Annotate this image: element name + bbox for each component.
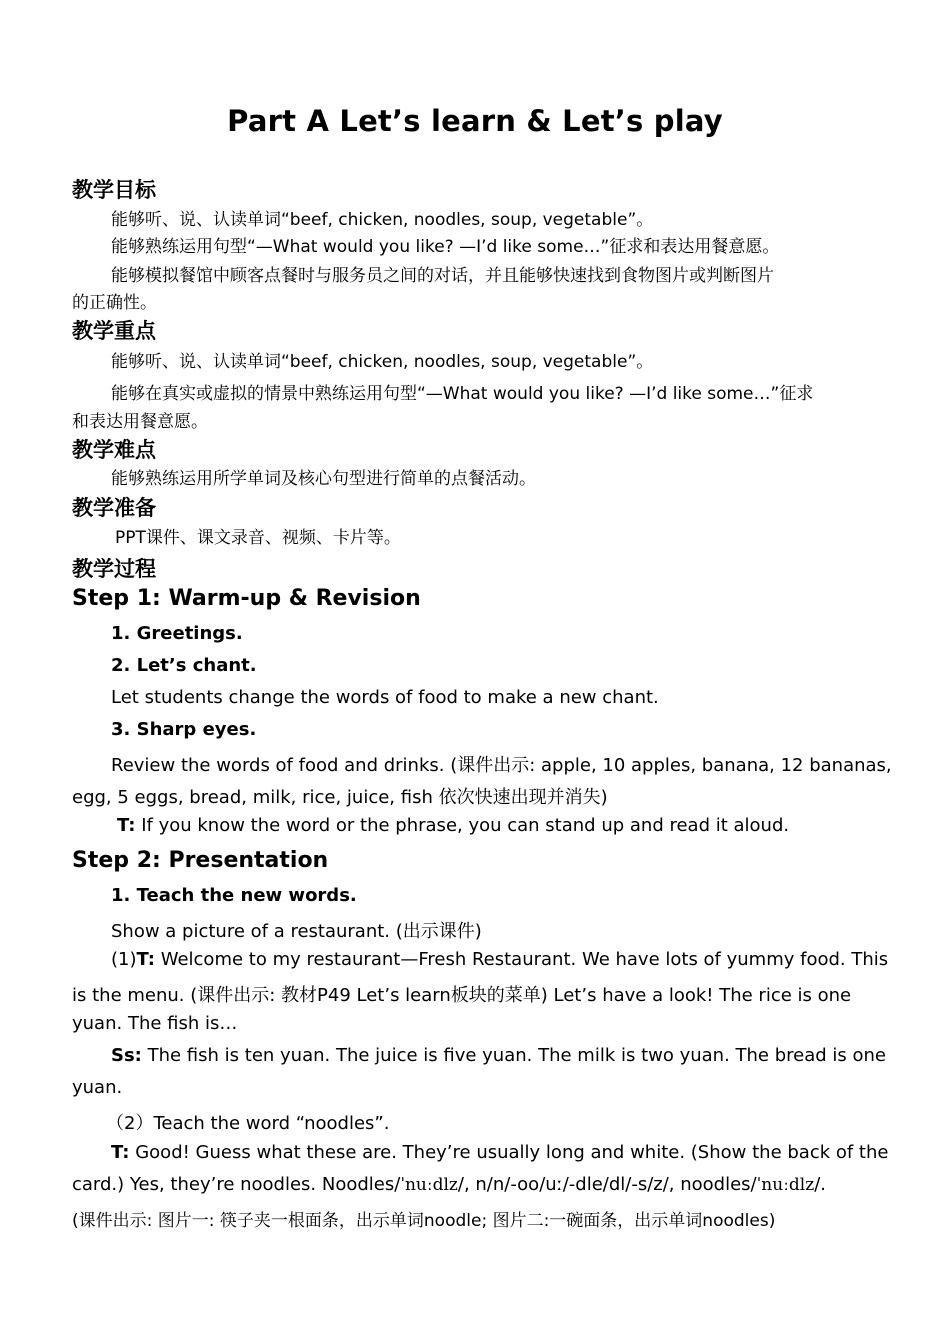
step2-show-picture: Show a picture of a restaurant. (出示课件) [111,921,482,942]
heading-difficulties: 教学难点 [72,438,156,462]
speaker-text: The fish is ten yuan. The juice is five yuan. The milk is two yuan. The bread is one [141,1045,887,1066]
step2-t2-line-b [72,1174,826,1195]
key-points-line-2b: 和表达用餐意愿。 [72,412,208,432]
speaker-text: Welcome to my restaurant—Fresh Restaurant. We have lots of yummy food. This [155,949,889,970]
heading-process: 教学过程 [72,557,156,581]
preparation-line-1: PPT课件、课文录音、视频、卡片等。 [115,528,401,548]
step1-sharp-eyes-text-a: Review the words of food and drinks. (课件出示: apple, 10 apples, banana, 12 bananas, [111,755,892,776]
speaker-text: If you know the word or the phrase, you can stand up and read it aloud. [135,815,790,836]
step1-item-chant: 2. Let’s chant. [111,655,257,676]
step2-ss-line-a [111,1045,886,1066]
ipa-noodles-repeat: ˈnuːdlz [756,1175,815,1195]
step2-p2-heading: （2）Teach the word “noodles”. [106,1113,390,1134]
goals-line-2: 能够熟练运用句型“—What would you like? —I’d like some…”征求和表达用餐意愿。 [111,237,780,257]
speaker-text: Good! Guess what these are. They’re usually long and white. (Show the back of the [129,1142,889,1163]
page-title: Part A Let’s learn & Let’s play [227,104,723,138]
speaker-label: T: [111,1142,130,1163]
step2-t2-line-a [111,1142,888,1163]
step2-ss-line-b: yuan. [72,1077,123,1098]
heading-preparation: 教学准备 [72,496,156,520]
t2-text-part-1: card.) Yes, they’re noodles. Noodles/ [72,1174,401,1195]
t2-text-part-3: /. [814,1174,826,1195]
step1-item-sharp-eyes: 3. Sharp eyes. [111,719,257,740]
step2-p1-line-c: yuan. The fish is… [72,1013,238,1034]
step1-teacher-line [117,815,789,836]
step2-p1-line-b: is the menu. (课件出示: 教材P49 Let’s learn板块的菜单) Let’s have a look! The rice is one [72,985,852,1006]
speaker-label: T: [136,949,155,970]
p1-number: (1) [111,949,137,970]
step1-heading: Step 1: Warm-up & Revision [72,586,421,611]
difficulties-line-1: 能够熟练运用所学单词及核心句型进行简单的点餐活动。 [111,469,536,489]
step2-item-teach-words: 1. Teach the new words. [111,885,357,906]
t2-text-part-2: /, n/n/-oo/uː/-dle/dl/-s/z/, noodles/ [457,1174,757,1195]
step1-chant-text: Let students change the words of food to make a new chant. [111,687,659,708]
step2-t2-line-c: (课件出示: 图片一: 筷子夹一根面条，出示单词noodle; 图片二:一碗面条，出示单词noodles) [72,1211,776,1231]
step1-sharp-eyes-text-b: egg, 5 eggs, bread, milk, rice, juice, fish 依次快速出现并消失) [72,787,608,808]
heading-key-points: 教学重点 [72,319,156,343]
goals-line-3a: 能够模拟餐馆中顾客点餐时与服务员之间的对话，并且能够快速找到食物图片或判断图片 [111,266,774,286]
goals-line-3b: 的正确性。 [72,293,157,313]
key-points-line-1: 能够听、说、认读单词“beef, chicken, noodles, soup, vegetable”。 [111,352,654,372]
speaker-label: T: [117,815,136,836]
step1-item-greetings: 1. Greetings. [111,623,243,644]
step2-p1-line-a [111,949,888,970]
goals-line-1: 能够听、说、认读单词“beef, chicken, noodles, soup, vegetable”。 [111,210,654,230]
speaker-label: Ss: [111,1045,142,1066]
ipa-noodles: ˈnuːdlz [400,1175,458,1195]
key-points-line-2a: 能够在真实或虚拟的情景中熟练运用句型“—What would you like? —I’d like some…”征求 [111,384,814,404]
step2-heading: Step 2: Presentation [72,848,329,873]
heading-goals: 教学目标 [72,178,156,202]
